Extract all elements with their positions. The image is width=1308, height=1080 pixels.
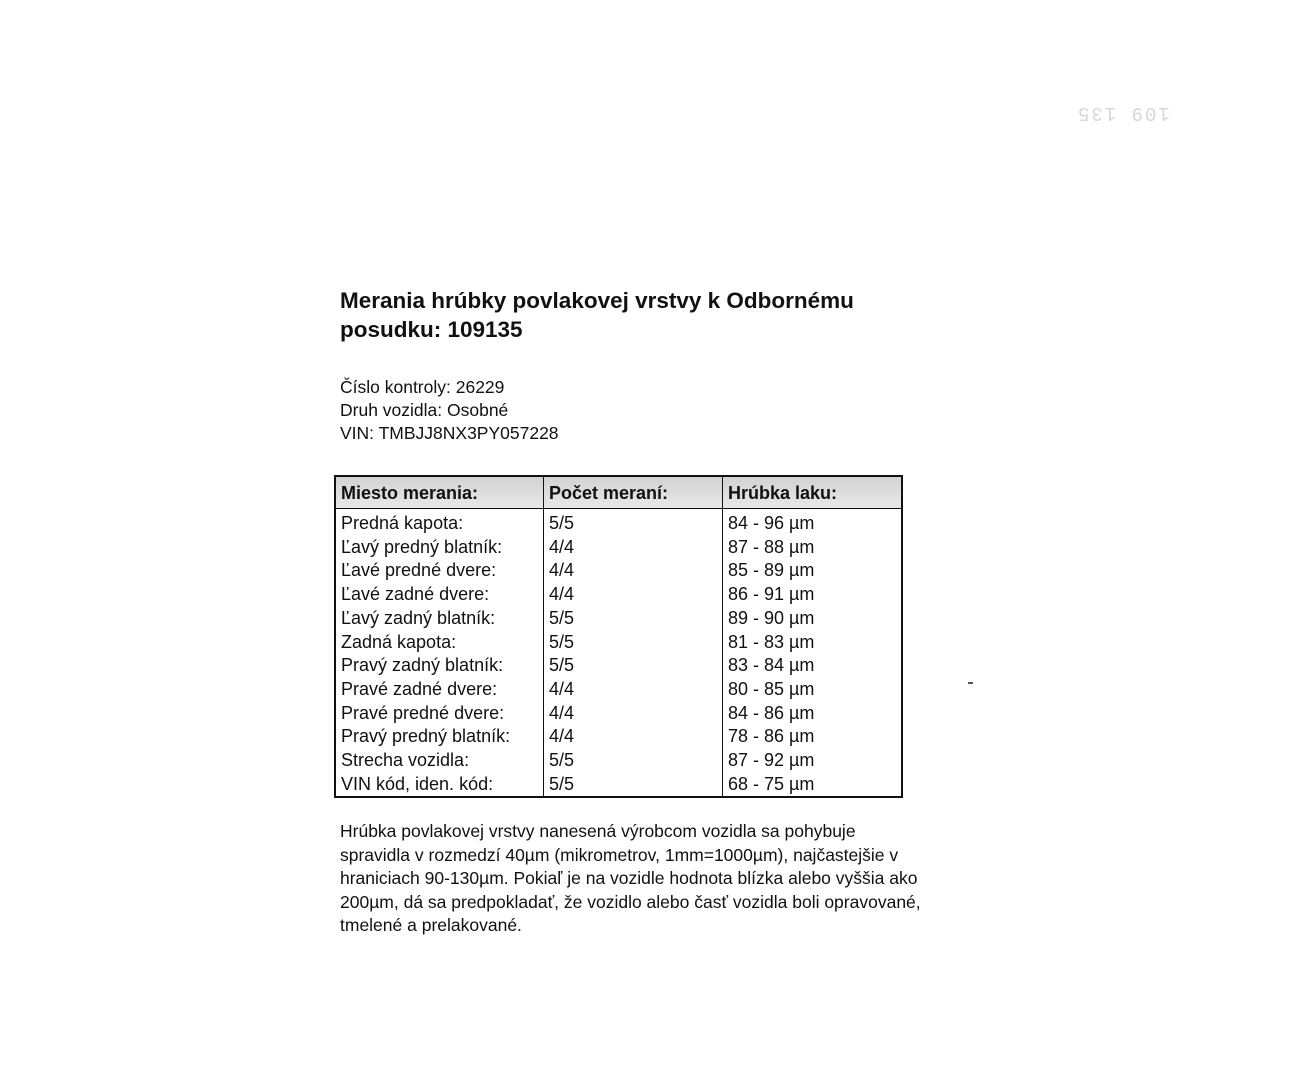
- cell-thickness: 85 - 89 µm: [723, 559, 903, 583]
- table-row: [335, 631, 902, 655]
- table-row: [335, 607, 902, 631]
- cell-thickness: 81 - 83 µm: [723, 631, 903, 655]
- cell-count: 4/4: [544, 678, 723, 702]
- cell-location: Predná kapota:: [335, 509, 544, 536]
- table-row: [335, 536, 902, 560]
- cell-count: 4/4: [544, 702, 723, 726]
- cell-location: Ľavé zadné dvere:: [335, 583, 544, 607]
- cell-count: 4/4: [544, 583, 723, 607]
- measurement-table: [334, 475, 903, 798]
- vehicle-type: Druh vozidla: Osobné: [340, 400, 509, 420]
- cell-location: VIN kód, iden. kód:: [335, 773, 544, 798]
- cell-thickness: 80 - 85 µm: [723, 678, 903, 702]
- table-header-row: [335, 476, 902, 509]
- document-number-stamp: 109 135: [1076, 102, 1170, 124]
- cell-thickness: 84 - 86 µm: [723, 702, 903, 726]
- table-row: [335, 725, 902, 749]
- column-header-count: Počet meraní:: [544, 476, 723, 509]
- vin-number: VIN: TMBJJ8NX3PY057228: [340, 423, 559, 443]
- cell-thickness: 86 - 91 µm: [723, 583, 903, 607]
- table-row: [335, 559, 902, 583]
- cell-location: Pravé predné dvere:: [335, 702, 544, 726]
- cell-count: 5/5: [544, 631, 723, 655]
- cell-location: Pravý zadný blatník:: [335, 654, 544, 678]
- cell-thickness: 87 - 88 µm: [723, 536, 903, 560]
- cell-count: 5/5: [544, 749, 723, 773]
- cell-count: 4/4: [544, 536, 723, 560]
- cell-thickness: 84 - 96 µm: [723, 509, 903, 536]
- cell-thickness: 87 - 92 µm: [723, 749, 903, 773]
- cell-count: 5/5: [544, 607, 723, 631]
- cell-location: Pravé zadné dvere:: [335, 678, 544, 702]
- table-row: [335, 773, 902, 798]
- cell-count: 5/5: [544, 773, 723, 798]
- table-row: [335, 749, 902, 773]
- cell-location: Pravý predný blatník:: [335, 725, 544, 749]
- cell-count: 5/5: [544, 509, 723, 536]
- document-header: [340, 286, 940, 344]
- cell-thickness: 83 - 84 µm: [723, 654, 903, 678]
- page-title: Merania hrúbky povlakovej vrstvy k Odbornému posudku: 109135: [340, 288, 854, 342]
- cell-thickness: 68 - 75 µm: [723, 773, 903, 798]
- column-header-thickness: Hrúbka laku:: [723, 476, 903, 509]
- cell-thickness: 89 - 90 µm: [723, 607, 903, 631]
- cell-count: 4/4: [544, 559, 723, 583]
- cell-location: Ľavý predný blatník:: [335, 536, 544, 560]
- table-row: [335, 678, 902, 702]
- cell-count: 4/4: [544, 725, 723, 749]
- cell-location: Ľavé predné dvere:: [335, 559, 544, 583]
- table-row: [335, 583, 902, 607]
- cell-location: Zadná kapota:: [335, 631, 544, 655]
- cell-count: 5/5: [544, 654, 723, 678]
- table-row: [335, 654, 902, 678]
- vehicle-info: [340, 376, 559, 445]
- cell-thickness: 78 - 86 µm: [723, 725, 903, 749]
- scan-artifact: [968, 682, 973, 684]
- control-number: Číslo kontroly: 26229: [340, 377, 505, 397]
- column-header-location: Miesto merania:: [335, 476, 544, 509]
- table-row: [335, 702, 902, 726]
- cell-location: Ľavý zadný blatník:: [335, 607, 544, 631]
- table-row: [335, 509, 902, 536]
- cell-location: Strecha vozidla:: [335, 749, 544, 773]
- explanatory-note: Hrúbka povlakovej vrstvy nanesená výrobcom vozidla sa pohybuje spravidla v rozmedzí 40µm (mikrometrov, 1mm=1000µm), najčastejšie v hraniciach 90-130µm. Pokiaľ je na vozidle hodnota blízka alebo vyššia ako 200µm, dá sa predpokladať, že vozidlo alebo časť vozidla boli opravované, tmelené a prelakované.: [340, 821, 921, 935]
